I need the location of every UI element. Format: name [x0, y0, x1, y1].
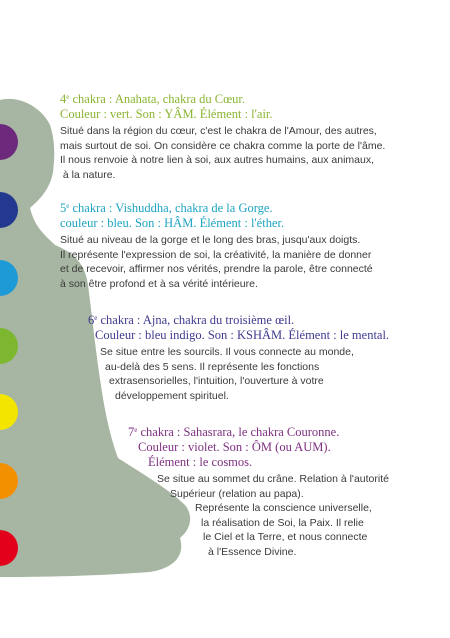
- chakra-7-body: Se situe au sommet du crâne. Relation à l'autorité Supérieur (relation au papa). Représente la conscience universelle, la réalisation de Soi, la Paix. Il relie le Ciel et la Terre, et nous connecte à l'Essence Divine.: [157, 473, 389, 558]
- chakra-5-title: 5e chakra : Vishuddha, chakra de la Gorge.: [60, 201, 273, 215]
- chakra-6-section: [88, 311, 389, 403]
- chakra-4-body: Situé dans la région du cœur, c'est le chakra de l'Amour, des autres, mais surtout de soi. On considère ce chakra comme la porte de l'âme. Il nous renvoie à notre lien à soi, aux autres humains, aux animaux, à la nature.: [60, 125, 386, 181]
- chakra-6-body: Se situe entre les sourcils. Il vous connecte au monde, au-delà des 5 sens. Il représente les fonctions extrasensorielles, l'intuition, l'ouverture à votre développement spirituel.: [100, 346, 354, 402]
- chakra-6-title: 6e chakra : Ajna, chakra du troisième œil.: [88, 313, 295, 327]
- chakra-7-section: [128, 423, 389, 559]
- chakra-7-title: 7e chakra : Sahasrara, le chakra Couronne.: [128, 425, 340, 439]
- chakra-4-title: 4e chakra : Anahata, chakra du Cœur.: [60, 92, 245, 106]
- chakra-7-subtitle-2: Élément : le cosmos.: [148, 455, 253, 469]
- chakra-5-body: Situé au niveau de la gorge et le long des bras, jusqu'aux doigts. Il représente l'expression de soi, la créativité, la manière de donner et de recevoir, affirmer nos vérités, prendre la parole, être connecté à son être profond et à sa vérité intérieure.: [60, 234, 373, 290]
- chakra-4-subtitle: Couleur : vert. Son : YÂM. Élément : l'air.: [60, 107, 273, 121]
- chakra-6-subtitle: Couleur : bleu indigo. Son : KSHÂM. Élément : le mental.: [95, 328, 390, 342]
- chakra-4-section: [60, 90, 385, 182]
- chakra-5-section: [60, 199, 373, 291]
- chakra-7-subtitle: Couleur : violet. Son : ÔM (ou AUM).: [138, 440, 331, 454]
- chakra-5-subtitle: couleur : bleu. Son : HÂM. Élément : l'éther.: [60, 216, 285, 230]
